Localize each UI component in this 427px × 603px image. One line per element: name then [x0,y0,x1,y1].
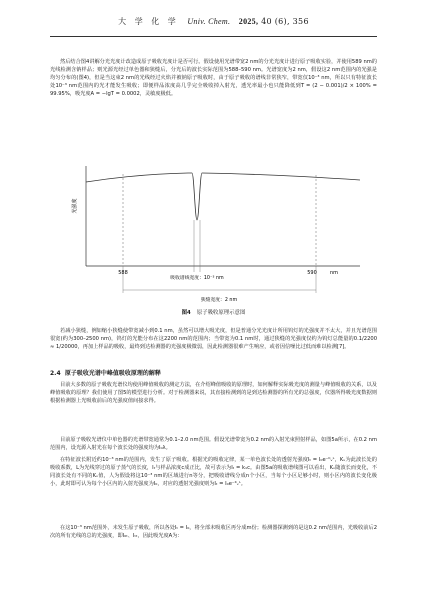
peak-width-label: 吸收谱线宽度：10⁻³ nm [170,276,224,281]
figure-number: 图4 [181,310,191,316]
journal-header [0,16,427,27]
journal-year: 2025, [238,17,259,26]
paragraph-3: 目前大多数的原子吸收光谱仪均使用峰值吸收的测定方法，在介绍峰值吸收的原理时，如何解释实际吸光度的测量与峰值吸收的关系，以及峰值吸收的原理？我们使用了图5的模型进行分析。对于检测器来说，其直接检测到的是到达检测器的所有光的总强度，仪器所得吸光度数据则根据检测器上光吸收前后的光强度值间接求得。 [50,382,377,405]
figure-4-diagram [68,158,368,308]
paragraph-6: 在这10⁻³ nm范围外，未发生原子吸收，所以各处Iₜ = I₀，将全部未吸收区再分成m份；检测器探测到的是这0.2 nm范围内，光吸收前后2次的所有光线的总的光强度，即I₀ₜ、Iₜₜ，因此吸光度A为： [50,525,377,540]
section-heading [50,368,377,377]
intensity-curve [86,173,360,220]
section-title: 原子吸收光谱中峰值吸收原理的解释 [64,370,161,377]
paragraph-1: 然后结合图4讲解分光光度计改造成原子吸收光度计是否可行。假设使用光谱带宽2 nm的分光光度计进行原子吸收实验，并使用589 nm的光线检测含钠样品；则光源光经过单色器和狭缝后，分光后的波长实际范围为588–590 nm。光谱宽度为2 nm，假设这2 nm范围内的光强是均匀分布的(图4)，但是当这束2 nm的光线经过火焰并被钠原子吸收时，由于原子吸收的谱线非常狭窄，带宽仅10⁻³ nm，所以只有特征波长处10⁻³ nm范围内的光才能发生吸收；即便样品浓度高几乎完全吸收掉入射光，透光率最小也只能降低到T = (2 − 0.001)/2 × 100% = 99.95%，吸光度A = −lgT = 0.0002，灵敏度极低。 [50,59,377,98]
slit-width-label: 狭缝宽度：2 nm [200,298,238,303]
journal-abbrev: Univ. Chem. [187,17,231,26]
x-unit-label: nm [329,270,339,276]
journal-issue: 40 (6), 356 [261,17,309,26]
x-label-590: 590 [307,270,317,276]
journal-chinese-title: 大 学 化 学 [118,17,179,26]
paragraph-4: 目前原子吸收光谱仪中单色器的光谱带宽通常为0.1–2.0 nm范围。假设光谱带宽为0.2 nm的入射光束照射样品，如图5a所示，在0.2 nm范围内，设光源入射光在每个波长处的强度均为I₀λ。 [50,437,377,452]
header-rule [50,36,377,37]
paragraph-2: 若减小狭缝，例如缩小狭缝使带宽减小到0.1 nm，虽然可以增大吸光度，但是普通分光光度计所用钨灯的光强度并不太大，并且光谱范围很宽(约为300–2500 nm)，钨灯的光能分布在这2200 nm的范围内；当带宽为0.1 nm时，通过狭缝的光强度仅约为钨灯总能量的0.1/2200 ≈ 1/20000，再加上样品的吸收，最终到达检测器的光强度极微弱，因此检测器很难产生响应，或者因信噪比过低而难以检测[7]。 [50,328,377,351]
x-label-588: 588 [118,270,128,276]
figure-caption [0,308,427,316]
figure-caption-text: 原子吸收原理示意图 [196,310,246,316]
paragraph-5: 在特征波长附近约10⁻³ nm的范围内，发生了原子吸收。根据光的吸收定律，某一单色波长处的透射光强度Iₜ = I₀e⁻ᴷᵥᴸ，Kᵥ为此波长处的吸收系数，L为光线穿过的原子蒸气的长度，Iₜ与样品浓度c成正比，故可表示为Iₜ = k₁c。由图5a的吸收谱线图可以看出，Kᵥ随波长而变化，不同波长处有不同的Kᵥ值，人为假设将这10⁻³ nm的区域进行n等分，把吸收谱线分成n个小区，当每个小区足够小时，则小区内的波长变化极小，此时即可认为每个小区内的入射光强度为I₀，对应的透射光强度则为Iₜ = I₀e⁻ᴷᵥᴸ。 [50,457,377,488]
section-number: 2.4 [50,370,61,377]
y-axis-label: 光强度 [72,198,78,214]
